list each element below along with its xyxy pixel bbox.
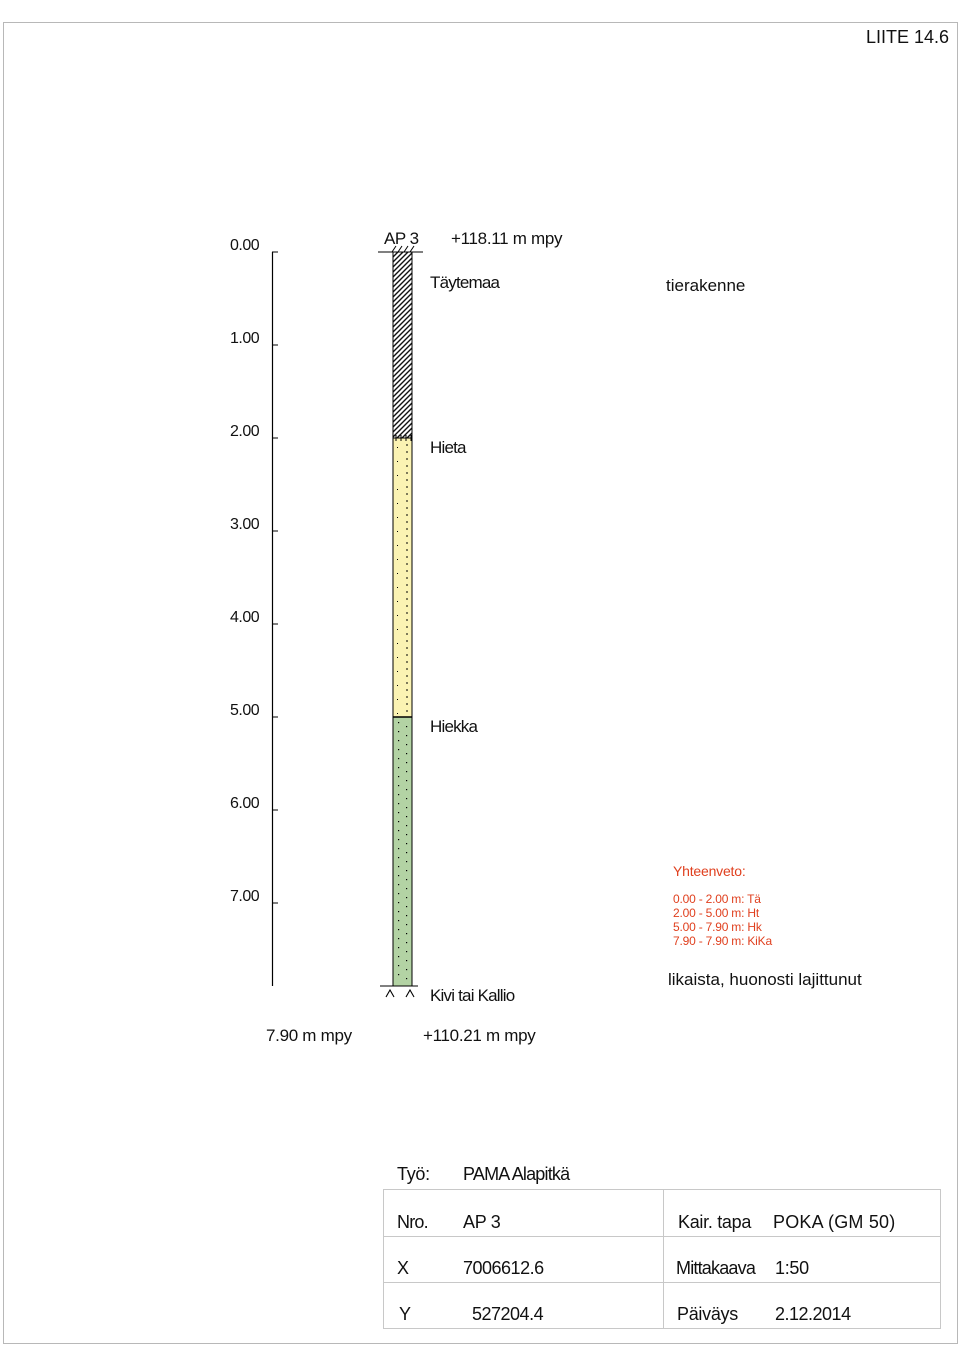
date-label: Päiväys bbox=[677, 1304, 738, 1324]
soil-symbol bbox=[397, 503, 398, 504]
title-block-divider bbox=[663, 1190, 664, 1328]
soil-symbol bbox=[406, 744, 407, 745]
soil-symbol bbox=[398, 812, 399, 813]
bedrock-mark bbox=[380, 986, 418, 997]
soil-symbol bbox=[406, 852, 407, 853]
soil-symbol bbox=[398, 938, 399, 939]
summary-line: 5.00 - 7.90 m: Hk bbox=[673, 920, 762, 934]
soil-symbol bbox=[398, 866, 399, 867]
soil-symbol bbox=[406, 942, 407, 943]
scale-label: Mittakaava bbox=[676, 1258, 756, 1278]
soil-symbol bbox=[398, 821, 399, 822]
ground-surface-mark bbox=[378, 246, 423, 252]
layer-name-kivi-tai-kallio: Kivi tai Kallio bbox=[430, 986, 515, 1005]
soil-symbol bbox=[406, 825, 407, 826]
title-block-divider bbox=[384, 1282, 940, 1283]
soil-symbol bbox=[397, 587, 398, 588]
soil-symbol bbox=[406, 951, 407, 952]
soil-symbol bbox=[406, 735, 407, 736]
soil-symbol bbox=[406, 771, 407, 772]
soil-symbol bbox=[398, 893, 399, 894]
depth-label: 7.00 bbox=[230, 888, 260, 905]
nro-value: AP 3 bbox=[463, 1212, 501, 1232]
soil-symbol bbox=[406, 978, 407, 979]
soil-symbol bbox=[398, 731, 399, 732]
soil-symbol bbox=[397, 601, 398, 602]
soil-symbol bbox=[398, 965, 399, 966]
soil-symbol bbox=[397, 559, 398, 560]
soil-symbol bbox=[406, 762, 407, 763]
date-value: 2.12.2014 bbox=[775, 1304, 851, 1324]
soil-symbol bbox=[397, 685, 398, 686]
soil-symbol bbox=[406, 807, 407, 808]
soil-symbol bbox=[397, 699, 398, 700]
top-level: +118.11 m mpy bbox=[451, 229, 563, 248]
depth-label: 0.00 bbox=[230, 237, 260, 254]
layer-name-taytemaa: Täytemaa bbox=[430, 273, 500, 292]
soil-symbol bbox=[398, 776, 399, 777]
comment-top: tierakenne bbox=[666, 276, 746, 295]
scale-value: 1:50 bbox=[775, 1258, 809, 1278]
soil-symbol bbox=[398, 929, 399, 930]
soil-symbol bbox=[398, 830, 399, 831]
layer-name-hiekka: Hiekka bbox=[430, 717, 478, 736]
soil-symbol bbox=[398, 767, 399, 768]
method-value: POKA (GM 50) bbox=[773, 1212, 896, 1232]
depth-label: 4.00 bbox=[230, 609, 260, 626]
soil-symbol bbox=[398, 920, 399, 921]
layer-fill-taytemaa bbox=[393, 252, 412, 438]
soil-symbol bbox=[398, 947, 399, 948]
soil-symbol bbox=[406, 861, 407, 862]
y-value: 527204.4 bbox=[472, 1304, 544, 1324]
soil-symbol bbox=[406, 816, 407, 817]
soil-symbol bbox=[406, 780, 407, 781]
depth-label: 1.00 bbox=[230, 330, 260, 347]
soil-symbol bbox=[398, 803, 399, 804]
soil-symbol bbox=[398, 749, 399, 750]
soil-symbol bbox=[398, 722, 399, 723]
soil-symbol bbox=[398, 857, 399, 858]
soil-symbol bbox=[406, 834, 407, 835]
x-label: X bbox=[397, 1258, 409, 1278]
depth-label: 6.00 bbox=[230, 795, 260, 812]
soil-symbol bbox=[398, 794, 399, 795]
soil-symbol bbox=[406, 924, 407, 925]
soil-symbol bbox=[397, 517, 398, 518]
soil-symbol bbox=[397, 629, 398, 630]
soil-symbol bbox=[397, 657, 398, 658]
soil-symbol bbox=[397, 713, 398, 714]
soil-symbol bbox=[406, 915, 407, 916]
x-value: 7006612.6 bbox=[463, 1258, 544, 1278]
summary-title: Yhteenveto: bbox=[673, 863, 746, 879]
depth-label: 5.00 bbox=[230, 702, 260, 719]
soil-symbol bbox=[406, 870, 407, 871]
soil-symbol bbox=[397, 643, 398, 644]
soil-symbol bbox=[406, 843, 407, 844]
work-label: Työ: bbox=[397, 1164, 430, 1184]
soil-symbol bbox=[397, 475, 398, 476]
soil-symbol bbox=[406, 888, 407, 889]
soil-symbol bbox=[397, 573, 398, 574]
soil-symbol bbox=[397, 615, 398, 616]
soil-symbol bbox=[406, 789, 407, 790]
soil-symbol bbox=[397, 671, 398, 672]
soil-symbol bbox=[398, 740, 399, 741]
appendix-label: LIITE 14.6 bbox=[866, 27, 950, 47]
point-id: AP 3 bbox=[384, 229, 419, 248]
layer-fill-hieta bbox=[393, 438, 412, 717]
soil-symbol bbox=[398, 839, 399, 840]
soil-symbol bbox=[398, 875, 399, 876]
soil-symbol bbox=[398, 785, 399, 786]
method-label: Kair. tapa bbox=[678, 1212, 752, 1232]
summary-line: 2.00 - 5.00 m: Ht bbox=[673, 906, 759, 920]
soil-symbol bbox=[406, 960, 407, 961]
soil-symbol bbox=[397, 447, 398, 448]
soil-symbol bbox=[406, 906, 407, 907]
bottom-depth: 7.90 m mpy bbox=[266, 1026, 352, 1045]
soil-symbol bbox=[397, 461, 398, 462]
soil-symbol bbox=[397, 531, 398, 532]
nro-label: Nro. bbox=[397, 1212, 428, 1232]
soil-symbol bbox=[398, 956, 399, 957]
soil-symbol bbox=[406, 897, 407, 898]
soil-symbol bbox=[398, 911, 399, 912]
layer-name-hieta: Hieta bbox=[430, 438, 466, 457]
depth-label: 2.00 bbox=[230, 423, 260, 440]
comment-bottom: likaista, huonosti lajittunut bbox=[668, 970, 862, 989]
soil-symbol bbox=[406, 753, 407, 754]
depth-label: 3.00 bbox=[230, 516, 260, 533]
soil-symbol bbox=[397, 489, 398, 490]
soil-symbol bbox=[398, 902, 399, 903]
soil-symbol bbox=[406, 969, 407, 970]
soil-symbol bbox=[406, 933, 407, 934]
soil-symbol bbox=[397, 545, 398, 546]
soil-symbol bbox=[406, 798, 407, 799]
summary-line: 0.00 - 2.00 m: Tä bbox=[673, 892, 761, 906]
soil-symbol bbox=[398, 758, 399, 759]
y-label: Y bbox=[399, 1304, 411, 1324]
summary-line: 7.90 - 7.90 m: KiKa bbox=[673, 934, 772, 948]
soil-symbol bbox=[398, 974, 399, 975]
soil-symbol bbox=[406, 879, 407, 880]
soil-symbol bbox=[398, 848, 399, 849]
soil-symbol bbox=[398, 884, 399, 885]
soil-symbol bbox=[406, 726, 407, 727]
work-value: PAMA Alapitkä bbox=[463, 1164, 570, 1184]
layer-fill-hiekka bbox=[393, 717, 412, 986]
bottom-level: +110.21 m mpy bbox=[423, 1026, 536, 1045]
title-block-divider bbox=[384, 1236, 940, 1237]
